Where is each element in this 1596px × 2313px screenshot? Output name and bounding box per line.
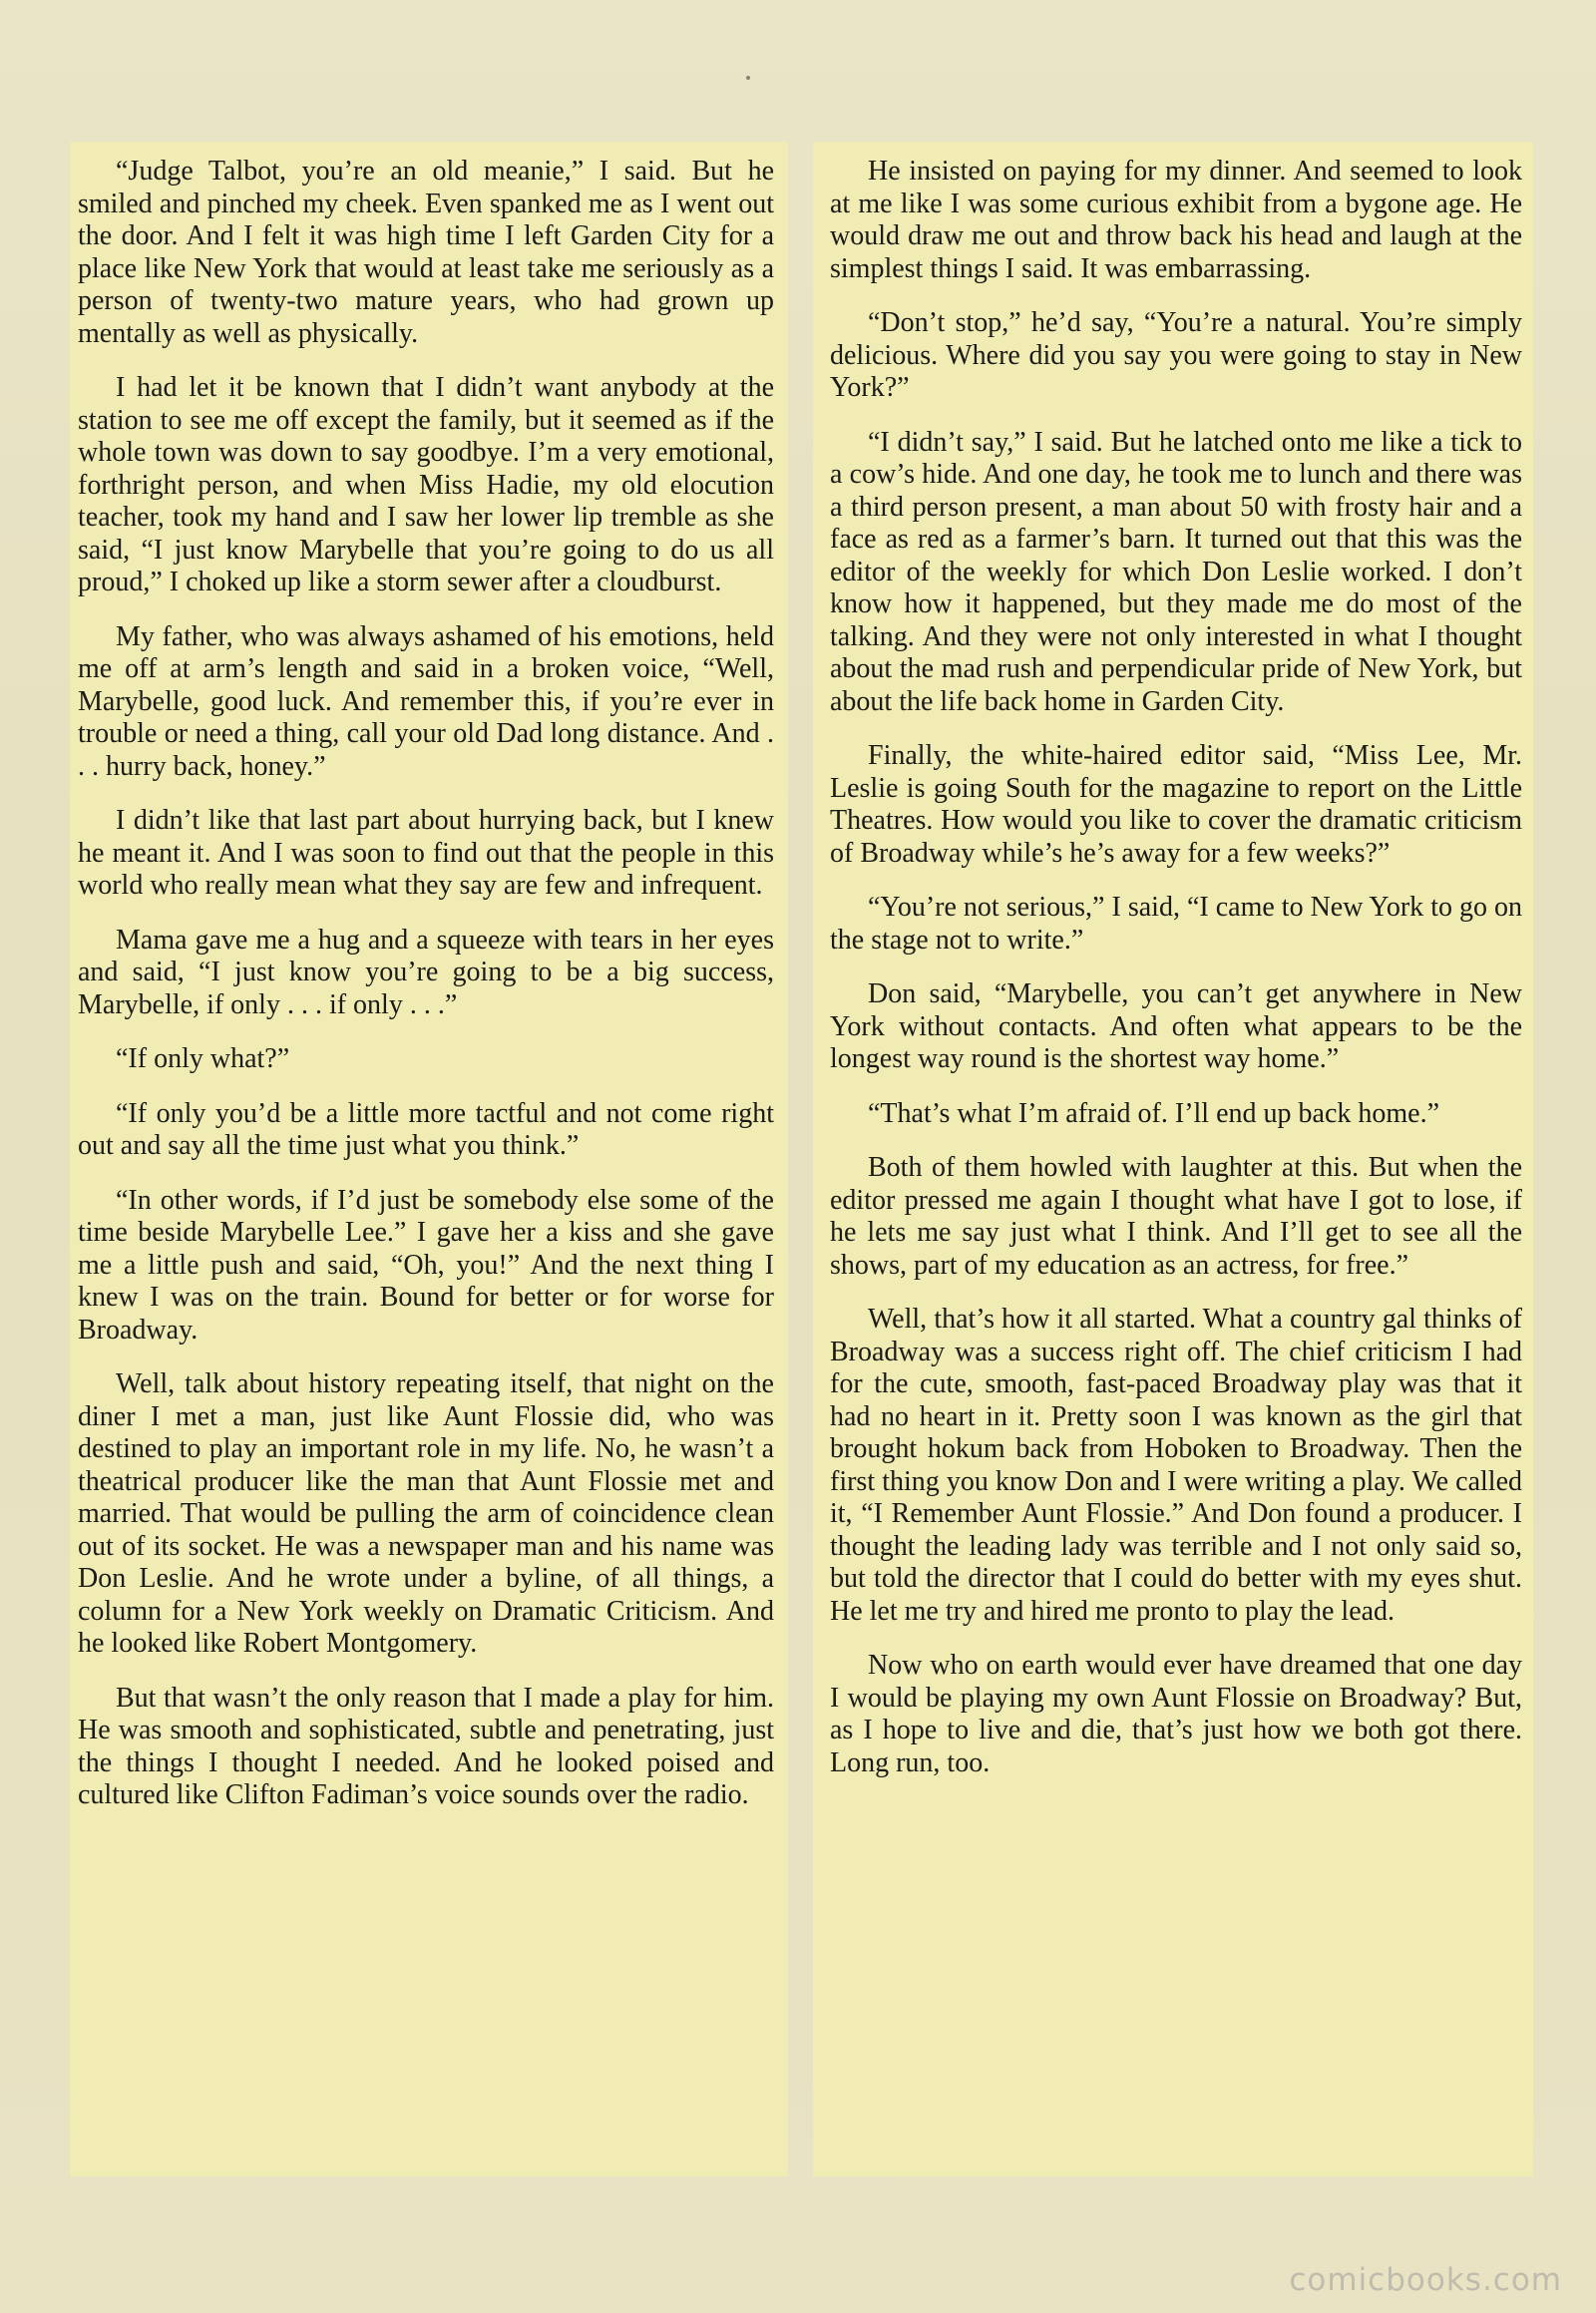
story-paragraph: Now who on earth would ever have dreamed that one day I would be playing my own Aunt Flossie on Broadway? But, as I hope to live and die, that’s just how we both got there. Long run, too. (830, 1650, 1522, 1778)
story-paragraph: Don said, “Marybelle, you can’t get anywhere in New York without contacts. And often what appears to be the longest way round is the shortest way home.” (830, 978, 1522, 1074)
story-paragraph: I didn’t like that last part about hurrying back, but I knew he meant it. And I was soon to find out that the people in this world who really mean what they say are few and infrequent. (78, 805, 774, 901)
story-paragraph: I had let it be known that I didn’t want anybody at the station to see me off except the family, but it seemed as if the whole town was down to say goodbye. I’m a very emotional, forthright person, and when Miss Hadie, my old elocution teacher, took my hand and I saw her lower lip tremble as she said, “I just know Marybelle that you’re going to do us all proud,” I choked up like a storm sewer after a cloudburst. (78, 372, 774, 597)
right-column (830, 156, 1522, 1779)
story-paragraph: “Judge Talbot, you’re an old meanie,” I said. But he smiled and pinched my cheek. Even spanked me as I went out the door. And I felt it was high time I left Garden City for a place like New York that would at least take me seriously as a person of twenty-two mature years, who had grown up mentally as well as physically. (78, 156, 774, 349)
story-paragraph: He insisted on paying for my dinner. And seemed to look at me like I was some curious exhibit from a bygone age. He would draw me out and throw back his head and laugh at the simplest things I said. It was embarrassing. (830, 156, 1522, 284)
story-paragraph: Mama gave me a hug and a squeeze with tears in her eyes and said, “I just know you’re going to be a big success, Marybelle, if only . . . if only . . .” (78, 924, 774, 1020)
story-paragraph: Well, that’s how it all started. What a country gal thinks of Broadway was a success right off. The chief criticism I had for the cute, smooth, fast-paced Broadway play was that it had no heart in it. Pretty soon I was known as the girl that brought hokum back from Hoboken to Broadway. Then the first thing you know Don and I were writing a play. We called it, “I Remember Aunt Flossie.” And Don found a producer. I thought the leading lady was terrible and I not only said so, but told the director that I could do better with my eyes shut. He let me try and hired me pronto to play the lead. (830, 1304, 1522, 1627)
story-paragraph: Well, talk about history repeating itself, that night on the diner I met a man, just like Aunt Flossie did, who was destined to play an important role in my life. No, he wasn’t a theatrical producer like the man that Aunt Flossie met and married. That would be pulling the arm of coincidence clean out of its socket. He was a newspaper man and his name was Don Leslie. And he wrote under a byline, of all things, a column for a New York weekly on Dramatic Criticism. And he looked like Robert Montgomery. (78, 1368, 774, 1659)
story-paragraph: Both of them howled with laughter at this. But when the editor pressed me again I thought what have I got to lose, if he lets me say just what I think. And I’ll get to see all the shows, part of my education as an actress, for free.” (830, 1152, 1522, 1281)
story-paragraph: “In other words, if I’d just be somebody else some of the time beside Marybelle Lee.” I gave her a kiss and she gave me a little push and said, “Oh, you!” And the next thing I knew I was on the train. Bound for better or for worse for Broadway. (78, 1184, 774, 1346)
story-paragraph: Finally, the white-haired editor said, “Miss Lee, Mr. Leslie is going South for the magazine to report on the Little Theatres. How would you like to cover the dramatic criticism of Broadway while’s he’s away for a few weeks?” (830, 740, 1522, 869)
story-paragraph: “If only what?” (116, 1043, 290, 1074)
story-paragraph: But that wasn’t the only reason that I made a play for him. He was smooth and sophisticated, subtle and penetrating, just the things I thought I needed. And he looked poised and cultured like Clifton Fadiman’s voice sounds over the radio. (78, 1682, 774, 1810)
story-paragraph: “That’s what I’m afraid of. I’ll end up back home.” (868, 1097, 1440, 1129)
story-paragraph: “I didn’t say,” I said. But he latched onto me like a tick to a cow’s hide. And one day, he took me to lunch and there was a third person present, a man about 50 with frosty hair and a face as red as a farmer’s barn. It turned out that this was the editor of the weekly for which Don Leslie worked. I don’t know how it happened, but they made me do most of the talking. And they were not only interested in what I thought about the mad rush and perpendicular pride of New York, but about the life back home in Garden City. (830, 426, 1522, 717)
story-paragraph: “You’re not serious,” I said, “I came to New York to go on the stage not to write.” (830, 892, 1522, 956)
story-paragraph: “Don’t stop,” he’d say, “You’re a natural. You’re simply delicious. Where did you say you were going to stay in New York?” (830, 307, 1522, 403)
print-speck (746, 76, 750, 80)
site-watermark: comicbooks.com (1289, 2262, 1562, 2298)
left-column (78, 156, 774, 1812)
story-paragraph: My father, who was always ashamed of his emotions, held me off at arm’s length and said in a broken voice, “Well, Marybelle, good luck. And remember this, if you’re ever in trouble or need a thing, call your old Dad long distance. And . . . hurry back, honey.” (78, 620, 774, 782)
story-paragraph: “If only you’d be a little more tactful and not come right out and say all the time just what you think.” (78, 1097, 774, 1161)
